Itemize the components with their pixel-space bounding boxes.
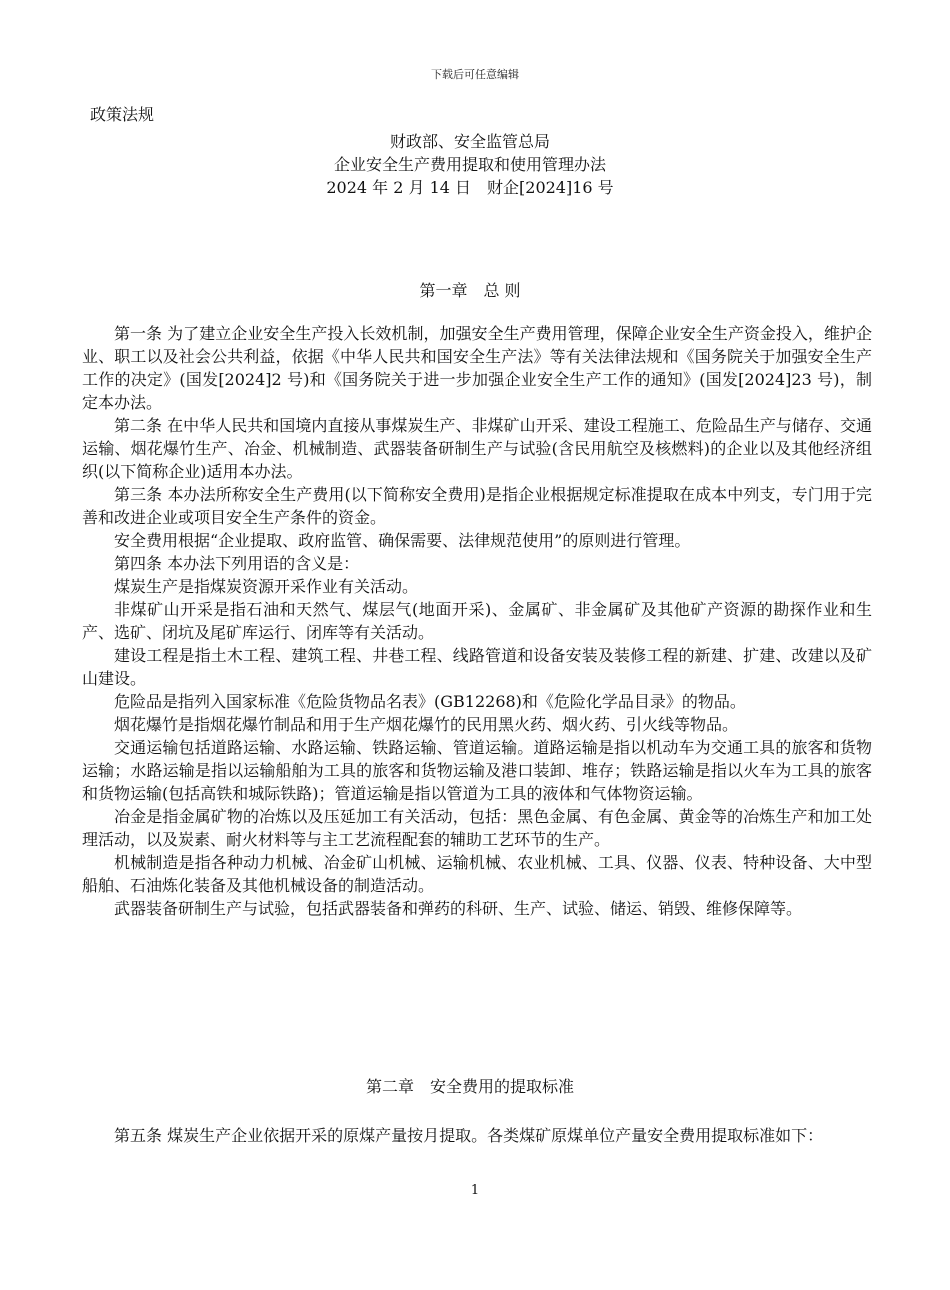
date-reference: 2024 年 2 月 14 日 财企[2024]16 号: [326, 178, 614, 197]
chapter-2-heading: 第二章 安全费用的提取标准: [365, 1077, 574, 1096]
paragraph: 机械制造是指各种动力机械、冶金矿山机械、运输机械、农业机械、工具、仪器、仪表、特种设备、大中型船舶、石油炼化装备及其他机械设备的制造活动。: [82, 853, 872, 895]
chapter-1-body: [82, 322, 872, 920]
paragraph: 安全费用根据“企业提取、政府监管、确保需要、法律规范使用”的原则进行管理。: [114, 531, 691, 550]
paragraph: 煤炭生产是指煤炭资源开采作业有关活动。: [114, 577, 419, 596]
paragraph: 第五条 煤炭生产企业依据开采的原煤产量按月提取。各类煤矿原煤单位产量安全费用提取标准如下：: [114, 1126, 824, 1145]
title-block: [0, 130, 940, 199]
category-label: 政策法规: [90, 105, 155, 124]
page-number: 1: [470, 1183, 480, 1198]
paragraph: 建设工程是指土木工程、建筑工程、井巷工程、线路管道和设备安装及装修工程的新建、扩建、改建以及矿山建设。: [82, 646, 872, 688]
paragraph: 第三条 本办法所称安全生产费用(以下简称安全费用)是指企业根据规定标准提取在成本中列支，专门用于完善和改进企业或项目安全生产条件的资金。: [82, 485, 872, 527]
chapter-2-body: [82, 1124, 872, 1147]
paragraph: 武器装备研制生产与试验，包括武器装备和弹药的科研、生产、试验、储运、销毁、维修保障等。: [114, 899, 803, 918]
paragraph: 第二条 在中华人民共和国境内直接从事煤炭生产、非煤矿山开采、建设工程施工、危险品生产与储存、交通运输、烟花爆竹生产、冶金、机械制造、武器装备研制生产与试验(含民用航空及核燃料)的企业以及其他经济组织(以下简称企业)适用本办法。: [82, 416, 872, 481]
document-title: 企业安全生产费用提取和使用管理办法: [333, 155, 606, 174]
paragraph: 危险品是指列入国家标准《危险货物品名表》(GB12268)和《危险化学品目录》的物品。: [114, 692, 746, 711]
paragraph: 冶金是指金属矿物的冶炼以及压延加工有关活动，包括：黑色金属、有色金属、黄金等的冶炼生产和加工处理活动，以及炭素、耐火材料等与主工艺流程配套的辅助工艺环节的生产。: [82, 807, 872, 849]
paragraph: 非煤矿山开采是指石油和天然气、煤层气(地面开采)、金属矿、非金属矿及其他矿产资源的勘探作业和生产、选矿、闭坑及尾矿库运行、闭库等有关活动。: [82, 600, 872, 642]
paragraph: 第四条 本办法下列用语的含义是：: [114, 554, 360, 573]
chapter-1-heading: 第一章 总 则: [419, 281, 521, 300]
paragraph: 第一条 为了建立企业安全生产投入长效机制，加强安全生产费用管理，保障企业安全生产资金投入，维护企业、职工以及社会公共利益，依据《中华人民共和国安全生产法》等有关法律法规和《国务院关于加强安全生产工作的决定》(国发[2024]2 号)和《国务院关于进一步加强企业安全生产工作的通知》(国发[2024]23 号)，制定本办法。: [82, 324, 872, 412]
paragraph: 交通运输包括道路运输、水路运输、铁路运输、管道运输。道路运输是指以机动车为交通工具的旅客和货物运输；水路运输是指以运输船舶为工具的旅客和货物运输及港口装卸、堆存；铁路运输是指以火车为工具的旅客和货物运输(包括高铁和城际铁路)；管道运输是指以管道为工具的液体和气体物资运输。: [82, 738, 872, 803]
paragraph: 烟花爆竹是指烟花爆竹制品和用于生产烟花爆竹的民用黑火药、烟火药、引火线等物品。: [114, 715, 739, 734]
header-note: 下载后可任意编辑: [431, 68, 519, 81]
issuer: 财政部、安全监管总局: [389, 132, 550, 151]
